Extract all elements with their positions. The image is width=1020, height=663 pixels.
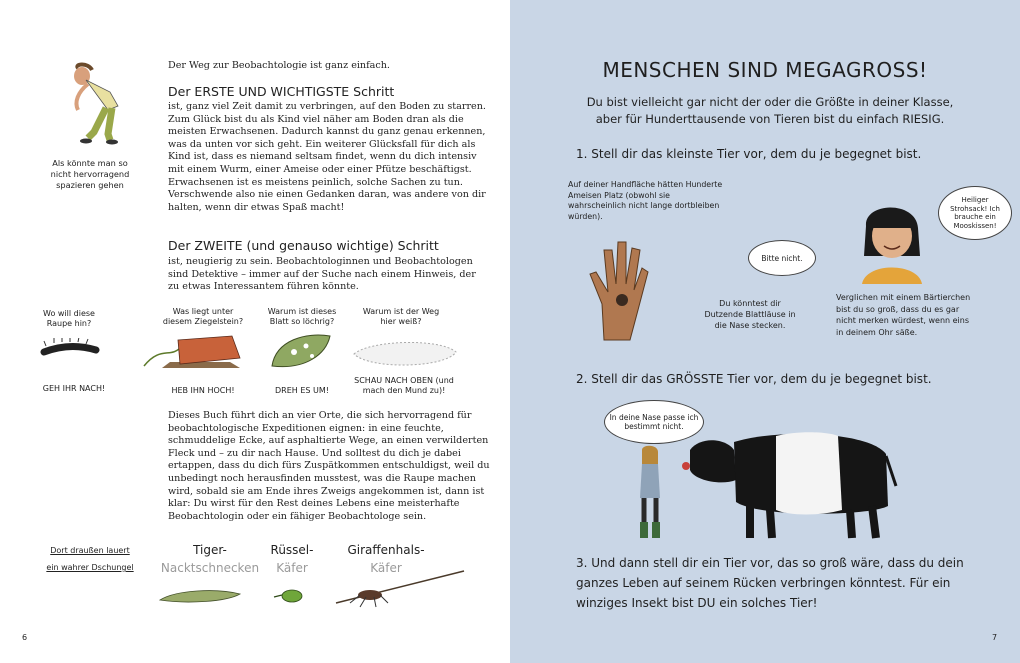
intro-text: Der Weg zur Beobachtologie ist ganz einfach. bbox=[168, 60, 390, 71]
creature-slug-line2: Nacktschnecken bbox=[160, 561, 260, 575]
ant-note: Auf deiner Handfläche hätten Hunderte Ameisen Platz (obwohl sie wahrscheinlich nicht lange dortbleiben würden). bbox=[568, 180, 723, 221]
clue-question-path: Warum ist der Weg hier weiß? bbox=[362, 307, 440, 326]
page-number-right: 7 bbox=[992, 633, 998, 642]
right-subtitle: Du bist vielleicht gar nicht der oder die Größte in deiner Klasse, aber für Hunderttausende von Tieren bist du einfach RIESIG. bbox=[586, 95, 954, 126]
page-number-left: 6 bbox=[22, 633, 28, 642]
step2-heading: Der ZWEITE (und genauso wichtige) Schritt bbox=[168, 238, 439, 253]
giraffe-weevil-illustration bbox=[330, 565, 470, 610]
slug-illustration bbox=[156, 584, 246, 606]
bubble-strohsack: Heiliger Strohsack! Ich brauche ein Mooskissen! bbox=[938, 186, 1012, 240]
clue-action-caterpillar: GEH IHR NACH! bbox=[42, 384, 106, 393]
white-path-illustration bbox=[350, 334, 460, 374]
step1-heading: Der ERSTE UND WICHTIGSTE Schritt bbox=[168, 84, 395, 99]
creature-slug-line1: Tiger- bbox=[193, 543, 227, 557]
clue-question-caterpillar: Wo will diese Raupe hin? bbox=[43, 309, 95, 328]
creature-giraffe-line2: Käfer bbox=[370, 561, 402, 575]
aphid-note: Du könntest dir Dutzende Blattläuse in die Nase stecken. bbox=[704, 299, 796, 330]
clue-action-brick: HEB IHN HOCH! bbox=[171, 386, 235, 395]
tardigrade-note: Verglichen mit einem Bärtierchen bist du so groß, dass du es gar nicht merken würdest, wenn eins in deinem Ohr säße. bbox=[836, 293, 971, 337]
creature-giraffe-line1: Giraffenhals- bbox=[347, 543, 425, 557]
girl-face-illustration bbox=[848, 192, 938, 284]
bending-person-illustration bbox=[48, 62, 128, 152]
bubble-bitte: Bitte nicht. bbox=[748, 240, 816, 276]
creature-weevil-line2: Käfer bbox=[276, 561, 308, 575]
weevil-illustration bbox=[272, 585, 312, 605]
clue-action-leaf: DREH ES UM! bbox=[275, 386, 329, 395]
step1-body: ist, ganz viel Zeit damit zu verbringen, auf den Boden zu starren. Zum Glück bist du als Kind viel näher am Boden dran als die meisten Erwachsenen. Dadurch kannst du ganz genau erkennen, was da unten vor sich geht. Ein weiterer Glücksfall für dich als Kind ist, dass es niemand seltsam findet, wenn du dich intensiv mit einem Wurm, einer Ameise oder einer Pfütze beschäftigst. Erwachsenen ist es meistens peinlich, solche Sachen zu tun. Verschwende also nie einen Gedanken daran, was andere von dir halten, wenn dir etwas Spaß macht! bbox=[168, 101, 486, 213]
right-title: MENSCHEN SIND MEGAGROSS! bbox=[602, 58, 928, 82]
body-paragraph-3: Dieses Buch führt dich an vier Orte, die sich hervorragend für beobachtologische Expeditionen eignen: in eine feuchte, schmuddelige Ecke, auf asphaltierte Wege, an einen verwilderten Fleck und – zu dir nach Hause. Und solltest du dich je dabei ertappen, dass du dich fürs Zuspätkommen entschuldigst, weil du unbedingt noch herausfinden musstest, was die Raupe machen wird, sobald sie am Ende ihres Zweigs angekommen ist, dann ist klar: Du wirst für den Rest deines Lebens eine meisterhafte Beobachtologin oder ein fähiger Beobachtologe sein. bbox=[168, 410, 490, 522]
right-page bbox=[510, 0, 1020, 663]
jungle-line-1: Dort draußen lauert bbox=[50, 546, 130, 555]
girl-illustration bbox=[630, 442, 670, 542]
creature-weevil-line1: Rüssel- bbox=[270, 543, 314, 557]
step3-text: 3. Und dann stell dir ein Tier vor, das so groß wäre, dass du dein ganzes Leben auf seinem Rücken verbringen könntest. Für ein winziges Insekt bist DU ein solches Tier! bbox=[576, 556, 964, 610]
cow-illustration bbox=[680, 426, 900, 544]
clue-action-path: SCHAU NACH OBEN (und mach den Mund zu)! bbox=[354, 376, 454, 395]
brick-illustration bbox=[140, 328, 250, 373]
caterpillar-illustration bbox=[40, 338, 100, 360]
clue-question-leaf: Warum ist dieses Blatt so löchrig? bbox=[267, 307, 337, 326]
clue-question-brick: Was liegt unter diesem Ziegelstein? bbox=[162, 307, 244, 326]
hand-illustration bbox=[582, 234, 652, 344]
step2-body: ist, neugierig zu sein. Beobachtologinnen und Beobachtologen sind Detektive – immer auf der Suche nach einem Hinweis, der zu etwas Interessantem führen könnte. bbox=[168, 256, 476, 293]
leaf-illustration bbox=[266, 330, 336, 374]
bubble-nose: In deine Nase passe ich bestimmt nicht. bbox=[604, 400, 704, 444]
jungle-line-2: ein wahrer Dschungel bbox=[46, 563, 134, 572]
step1-text: 1. Stell dir das kleinste Tier vor, dem du je begegnet bist. bbox=[576, 147, 922, 161]
step2-text: 2. Stell dir das GRÖSSTE Tier vor, dem du je begegnet bist. bbox=[576, 372, 932, 386]
figure-caption: Als könnte man so nicht hervorragend spazieren gehen bbox=[50, 158, 130, 190]
